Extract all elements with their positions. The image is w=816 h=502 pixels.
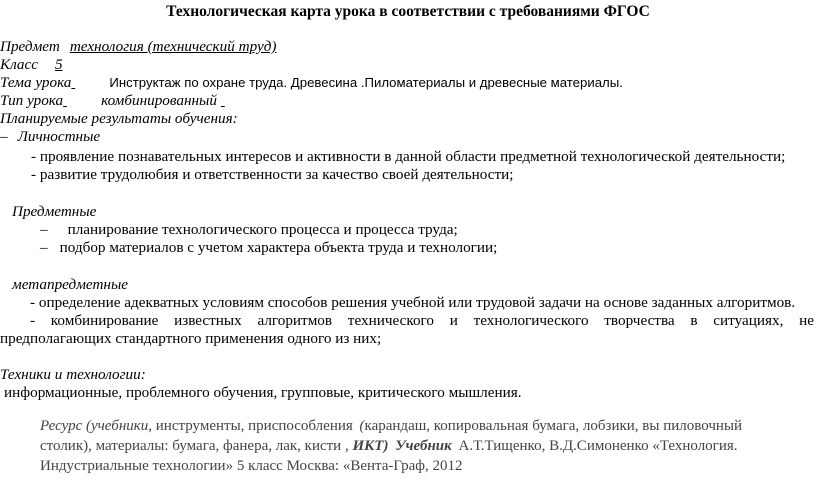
meta-heading: метапредметные: [12, 276, 128, 293]
grade-label: Класс: [0, 56, 38, 73]
techniques-text: информационные, проблемного обучения, групповые, критического мышления.: [4, 384, 522, 401]
lesson-type-underline: [221, 92, 789, 110]
personal-heading: [0, 128, 100, 146]
subject-line: [0, 38, 675, 56]
resources-authors: А.Т.Тищенко, В.Д.Симоненко «Технология.: [458, 438, 738, 454]
meta-item-2-line-2: предполагающих стандартного применения одного из них;: [0, 330, 382, 347]
resources-label: Ресурс (учебники,: [40, 418, 153, 434]
resources-materials: столик), материалы: бумага, фанера, лак, кисти ,: [40, 438, 349, 454]
dash-bullet: –: [0, 128, 8, 145]
meta-item-2-line-1: - комбинирование известных алгоритмов технического и технологического творчества в ситуациях, не: [30, 312, 814, 329]
page-title: Технологическая карта урока в соответствии с требованиями ФГОС: [166, 3, 650, 20]
techniques-heading: Техники и технологии:: [0, 366, 146, 383]
topic-label: Тема урока: [0, 74, 72, 91]
planned-results-heading: Планируемые результаты обучения:: [0, 110, 238, 127]
grade-value: 5: [54, 56, 63, 73]
resources-paren: (: [359, 418, 365, 434]
resources-tools-list: карандаш, копировальная бумага, лобзики, вы пиловочный: [364, 418, 743, 434]
dash-bullet: –: [40, 239, 48, 256]
topic-line: [0, 74, 623, 92]
topic-value: Инструктаж по охране труда. Древесина .Пиломатериалы и древесные материалы.: [109, 75, 623, 90]
resources-textbook-label: Учебник: [395, 438, 452, 454]
subject-results-item-2: [40, 239, 497, 257]
subject-value: технология (технический труд): [69, 38, 277, 55]
lesson-type-line: [0, 92, 789, 110]
subject-label: Предмет: [0, 38, 60, 55]
meta-item-1: - определение адекватных условиям способов решения учебной или трудовой задачи на основе заданных алгоритмов.: [30, 294, 796, 311]
resources-ikt: ИКТ): [352, 438, 389, 454]
subject-results-item-1: [40, 221, 458, 239]
resources-line-2: [40, 436, 738, 456]
resources-tools: инструменты, приспособления: [155, 418, 353, 434]
grade-line: [0, 56, 140, 74]
personal-item-1: - проявление познавательных интересов и активности в данной области предметной технологической деятельности;: [31, 148, 786, 165]
subject-results-heading: Предметные: [12, 203, 97, 220]
lesson-type-value: комбинированный: [101, 92, 217, 109]
subject-results-item-2-text: подбор материалов с учетом характера объекта труда и технологии;: [59, 239, 498, 256]
lesson-type-label: Тип урока: [0, 92, 64, 109]
resources-line-3: Индустриальные технологии» 5 класс Москва: «Вента-Граф, 2012: [40, 458, 463, 474]
lesson-type-blank: [63, 92, 101, 110]
resources-line-1: [40, 416, 742, 436]
topic-blank: [71, 74, 109, 92]
personal-item-2: - развитие трудолюбия и ответственности за качество своей деятельности;: [31, 166, 514, 183]
dash-bullet: –: [40, 221, 48, 238]
personal-heading-text: Личностные: [17, 128, 101, 145]
subject-results-item-1-text: планирование технологического процесса и процесса труда;: [67, 221, 458, 238]
